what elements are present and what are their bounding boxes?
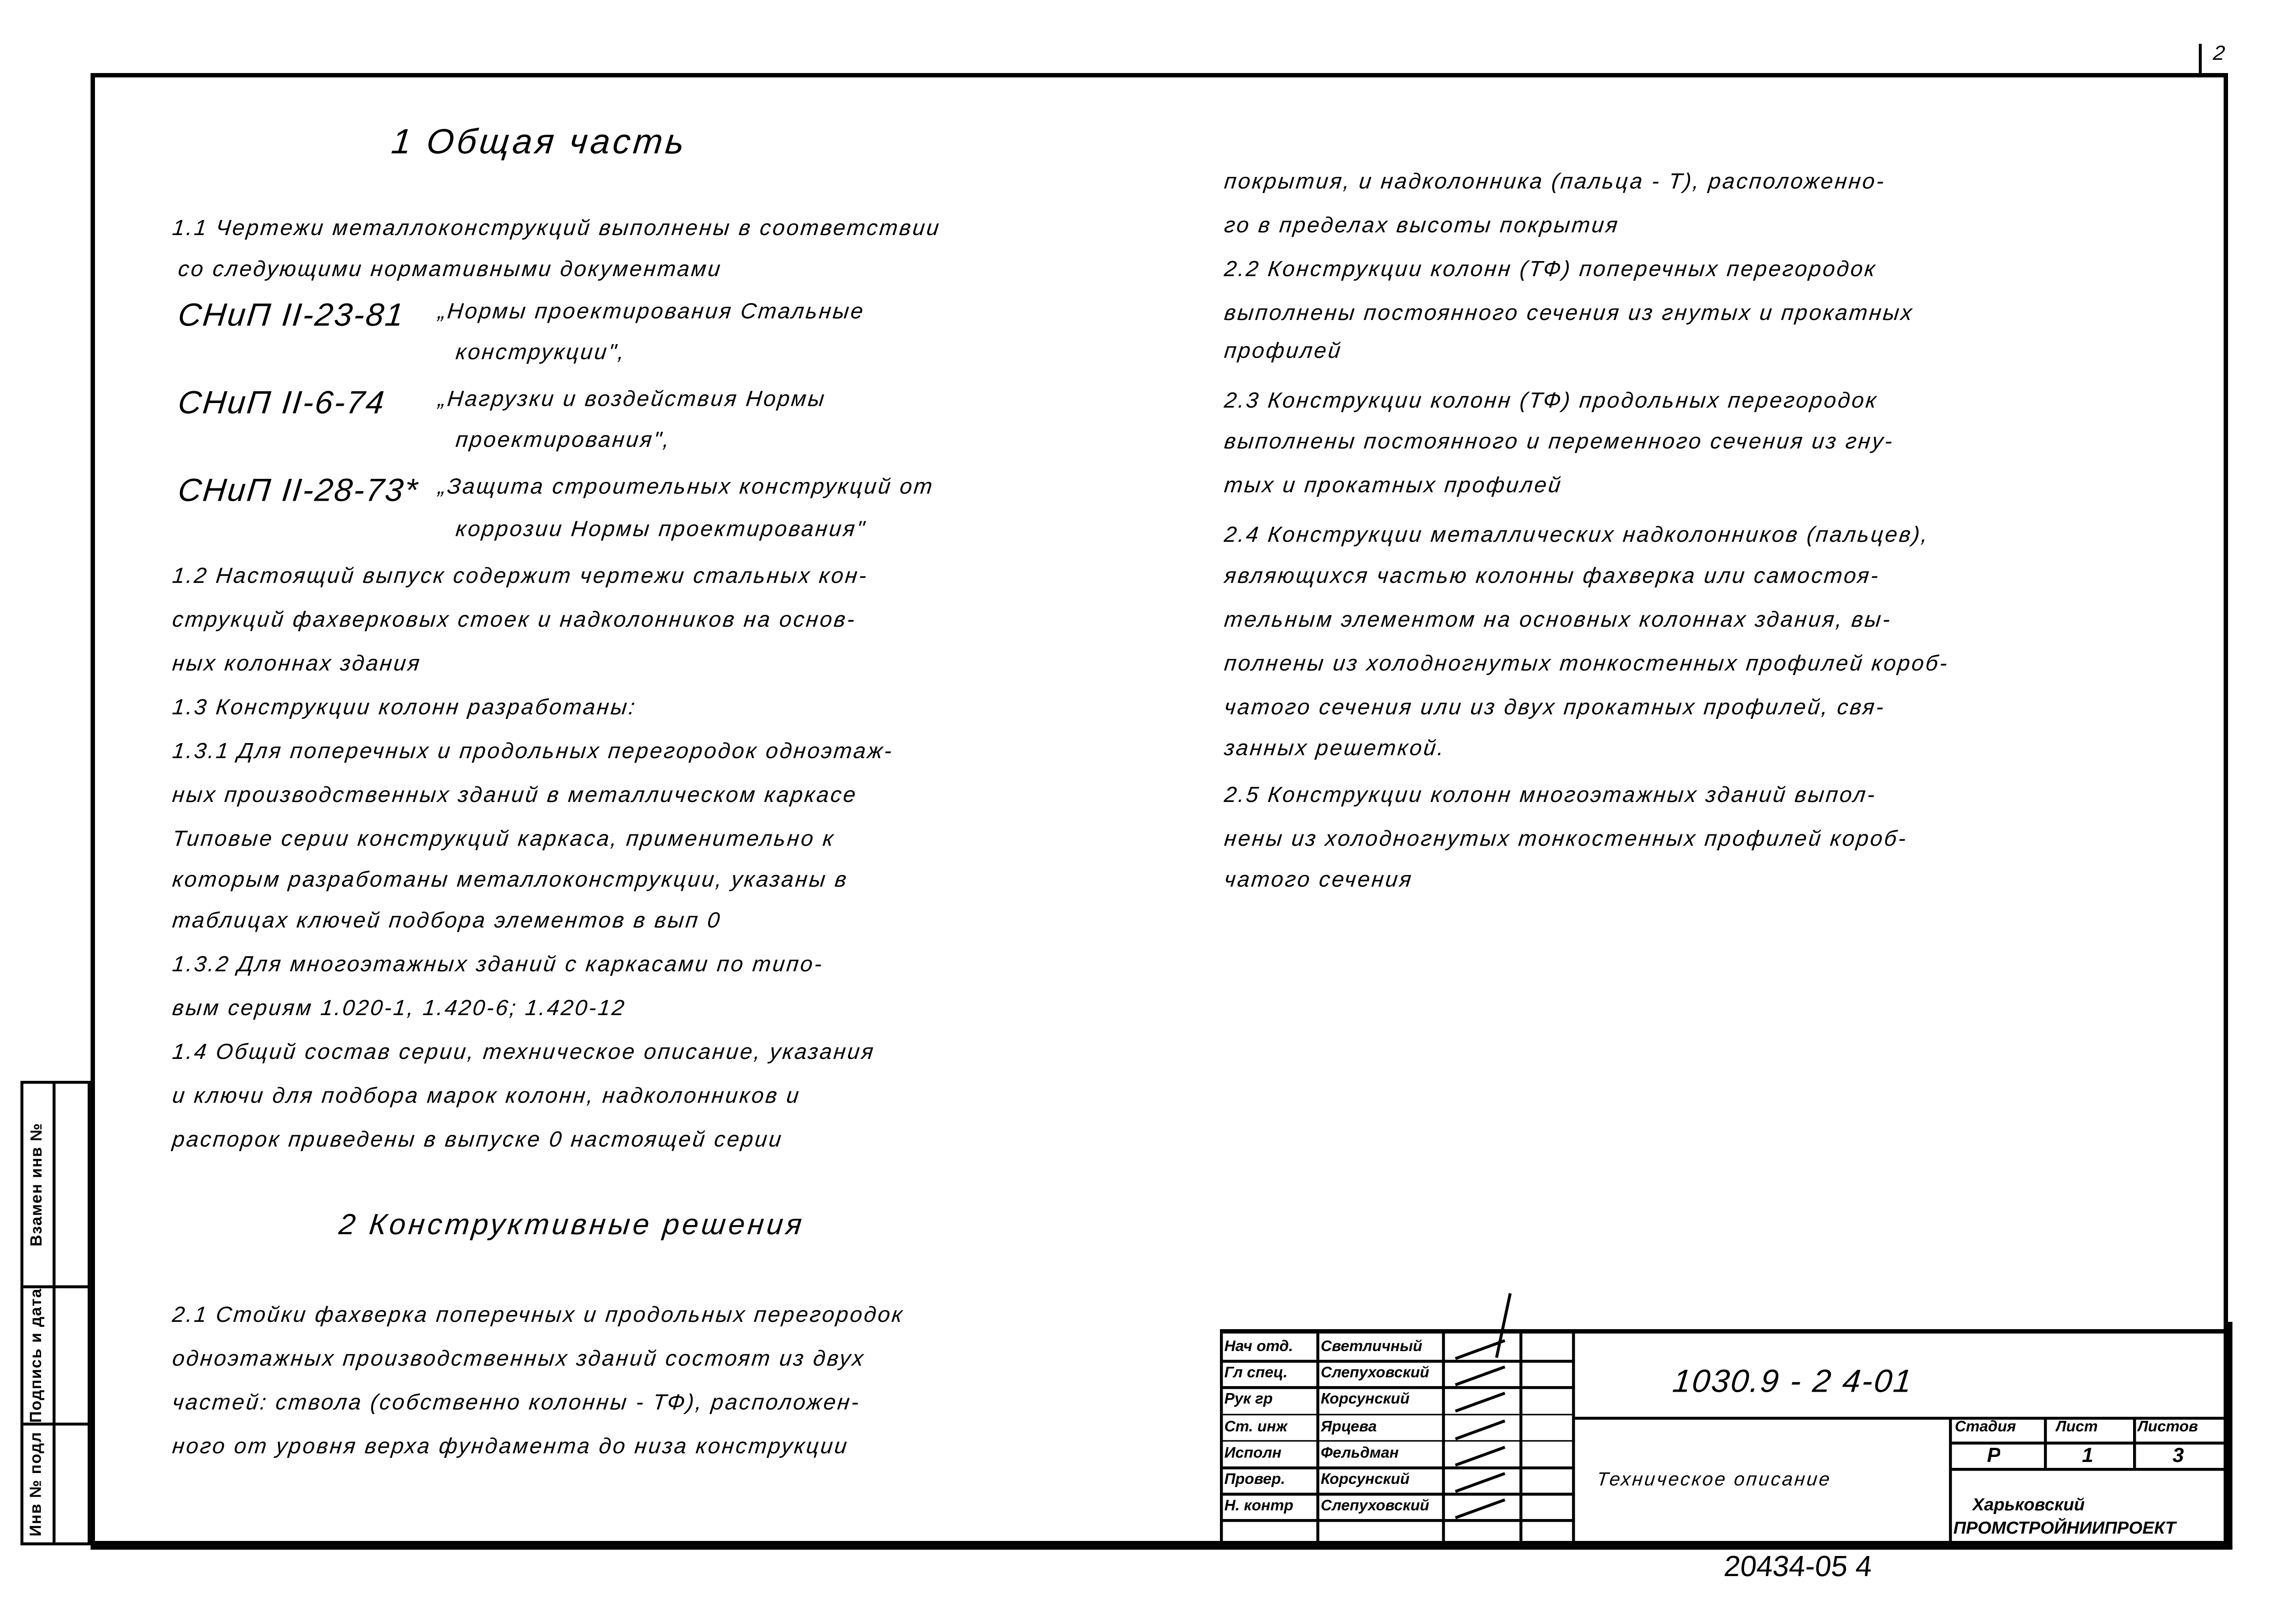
text-line: профилей	[1223, 339, 1344, 364]
title-block-row-line	[1220, 1387, 1575, 1389]
signature-date-label: Подпись и дата	[27, 1288, 46, 1423]
title-block	[1220, 1329, 2228, 1545]
text-line: являющихся частью колонны фахверка или самостоя-	[1223, 564, 1882, 589]
text-line: ного от уровня верха фундамента до низа конструкции	[171, 1434, 850, 1459]
text-line: ных колоннах здания	[171, 651, 423, 676]
inv-original-label: Инв № подл	[27, 1431, 46, 1537]
text-line: 1.1 Чертежи металлоконструкций выполнены в соответствии	[171, 216, 942, 241]
text-line: и ключи для подбора марок колонн, надколонников и	[171, 1084, 802, 1109]
text-line: занных решеткой.	[1223, 736, 1447, 761]
stage-header: Стадия	[1955, 1418, 2016, 1436]
text-line: 2.4 Конструкции металлических надколонников (пальцев),	[1223, 523, 1931, 548]
text-line: 1.4 Общий состав серии, техническое описание, указания	[171, 1040, 877, 1065]
signature-mark	[1455, 1472, 1505, 1492]
text-line: 1.3.2 Для многоэтажных зданий с каркасами по типо-	[171, 952, 825, 977]
section-1-title: 1 Общая часть	[389, 122, 689, 162]
document-title: Техническое описание	[1596, 1468, 1833, 1490]
document-code: 1030.9 - 2 4-01	[1671, 1362, 1915, 1399]
text-line: выполнены постоянного сечения из гнутых и прокатных	[1223, 301, 1915, 326]
corner-sheet-mark: 2	[2212, 41, 2228, 64]
text-line: Типовые серии конструкций каркаса, применительно к	[171, 827, 836, 852]
signatory-name: Корсунский	[1320, 1391, 1410, 1409]
signatory-role: Ст. инж	[1224, 1417, 1288, 1435]
signatory-name: Светличный	[1320, 1338, 1423, 1356]
text-line: 1.3 Конструкции колонн разработаны:	[171, 695, 638, 720]
section-2-title: 2 Конструктивные решения	[337, 1209, 806, 1242]
signatory-role: Рук гр	[1224, 1391, 1273, 1409]
text-line: 1.2 Настоящий выпуск содержит чертежи стальных кон-	[171, 564, 870, 589]
text-line: 1.3.1 Для поперечных и продольных перегородок одноэтаж-	[171, 739, 895, 764]
text-line: 2.2 Конструкции колонн (ТФ) поперечных перегородок	[1223, 257, 1878, 282]
signature-mark	[1455, 1392, 1505, 1412]
text-line: струкций фахверковых стоек и надколонников на основ-	[171, 608, 857, 633]
text-line: 2.1 Стойки фахверка поперечных и продольных перегородок	[171, 1303, 905, 1328]
text-line: 2.5 Конструкции колонн многоэтажных зданий выпол-	[1223, 783, 1878, 808]
signature-mark	[1455, 1498, 1505, 1519]
title-block-row-line	[1220, 1413, 1575, 1415]
text-line: нены из холодногнутых тонкостенных профилей короб-	[1223, 827, 1909, 852]
signature-mark	[1455, 1366, 1505, 1386]
stage-value: Р	[1987, 1443, 2001, 1467]
signatory-role: Н. контр	[1224, 1497, 1293, 1515]
footer-number: 20434-05 4	[1722, 1551, 1874, 1583]
text-line: выполнены постоянного и переменного сечения из гну-	[1223, 429, 1895, 455]
signatory-name: Ярцева	[1320, 1417, 1377, 1435]
text-line: коррозии Нормы проектирования"	[454, 517, 867, 542]
text-line: одноэтажных производственных зданий состоят из двух	[171, 1346, 867, 1372]
signature-mark	[1455, 1446, 1505, 1466]
sheets-value: 3	[2172, 1443, 2184, 1467]
corner-divider	[2199, 44, 2202, 73]
signatory-role: Провер.	[1224, 1471, 1285, 1488]
norm-reference: СНиП II-6-74	[176, 384, 388, 421]
text-line: ных производственных зданий в металлическом каркасе	[171, 783, 859, 808]
signatory-role: Исполн	[1224, 1444, 1282, 1462]
text-line: распорок приведены в выпуске 0 настоящей серии	[171, 1127, 784, 1153]
text-line: чатого сечения	[1223, 867, 1414, 893]
signatory-name: Слепуховский	[1320, 1364, 1430, 1382]
organization-line-2: ПРОМСТРОЙНИИПРОЕКТ	[1953, 1517, 2176, 1538]
signatory-role: Нач отд.	[1224, 1338, 1293, 1356]
text-line: „Защита строительных конструкций от	[437, 475, 936, 500]
sheet-header: Лист	[2055, 1418, 2098, 1436]
text-line: тых и прокатных профилей	[1223, 473, 1564, 498]
text-line: „Нагрузки и воздействия Нормы	[437, 387, 827, 412]
title-block-row-line	[1220, 1440, 1575, 1442]
sheets-header: Листов	[2137, 1418, 2198, 1436]
signature-mark	[1455, 1419, 1505, 1439]
text-line: чатого сечения или из двух прокатных профилей, свя-	[1223, 695, 1887, 720]
text-line: полнены из холодногнутых тонкостенных профилей короб-	[1223, 651, 1950, 676]
sheet-value: 1	[2082, 1443, 2093, 1467]
title-block-row-line	[1220, 1519, 1575, 1522]
text-line: которым разработаны металлоконструкции, указаны в	[171, 867, 850, 893]
text-line: со следующими нормативными документами	[177, 257, 723, 282]
text-line: покрытия, и надколонника (пальца - Т), расположенно-	[1223, 169, 1887, 194]
text-line: тельным элементом на основных колоннах здания, вы-	[1223, 608, 1893, 633]
signatory-name: Слепуховский	[1320, 1497, 1430, 1515]
text-line: частей: ствола (собственно колонны - ТФ), расположен-	[171, 1390, 862, 1415]
title-block-row-line	[1220, 1360, 1575, 1362]
text-line: проектирования",	[454, 428, 673, 453]
title-block-row-line	[1220, 1493, 1575, 1495]
norm-reference: СНиП II-28-73*	[176, 471, 421, 508]
text-line: „Нормы проектирования Стальные	[437, 299, 866, 325]
replace-inv-label: Взамен инв №	[27, 1122, 46, 1247]
text-line: конструкции",	[454, 340, 627, 365]
signatory-name: Фельдман	[1320, 1444, 1399, 1462]
signatory-name: Корсунский	[1320, 1471, 1410, 1488]
text-line: 2.3 Конструкции колонн (ТФ) продольных перегородок	[1223, 388, 1879, 414]
text-line: го в пределах высоты покрытия	[1223, 213, 1621, 238]
organization-line-1: Харьковский	[1972, 1494, 2085, 1515]
text-line: таблицах ключей подбора элементов в вып 0	[171, 908, 723, 933]
side-stamp	[21, 1081, 91, 1545]
norm-reference: СНиП II-23-81	[176, 296, 407, 333]
title-block-row-line	[1220, 1467, 1575, 1469]
text-line: вым сериям 1.020-1, 1.420-6; 1.420-12	[171, 996, 627, 1021]
signatory-role: Гл спец.	[1224, 1364, 1288, 1382]
